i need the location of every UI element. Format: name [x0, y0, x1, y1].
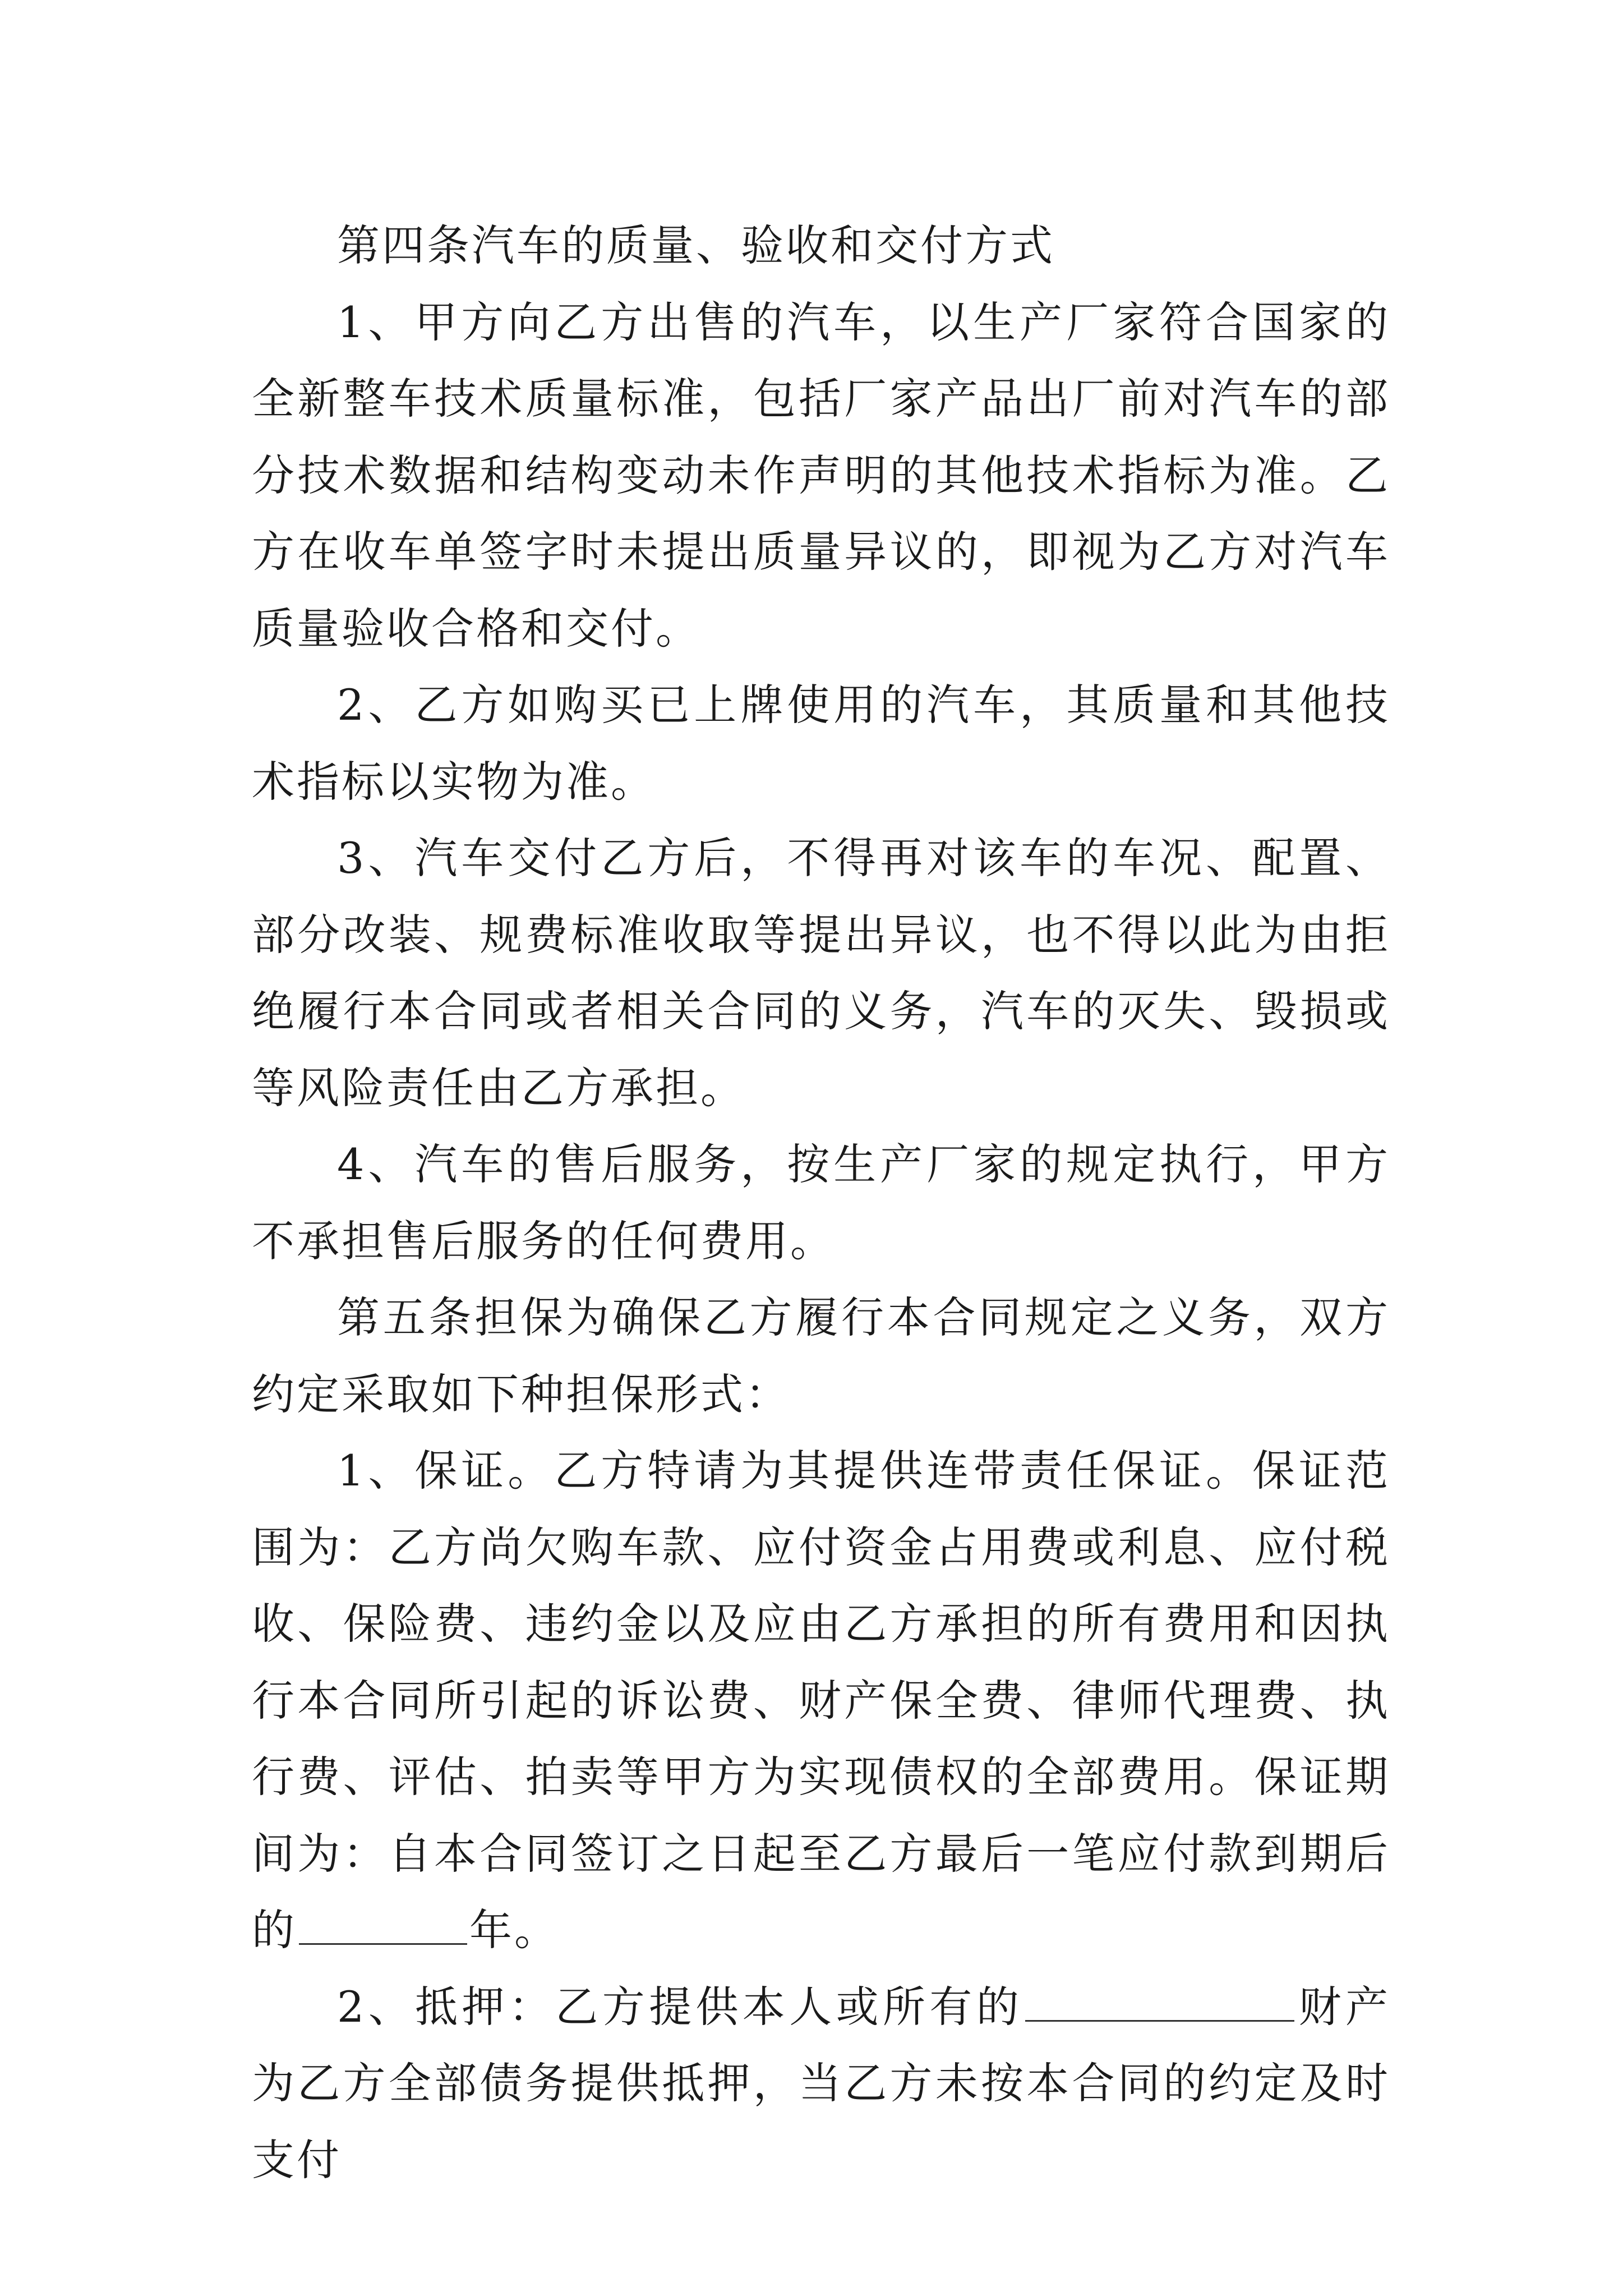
article-5-heading: 第五条担保为确保乙方履行本合同规定之义务，双方约定采取如下种担保形式： — [252, 1292, 1390, 1419]
article-4-clause-3: 3、汽车交付乙方后，不得再对该车的车况、配置、部分改装、规费标准收取等提出异议，也不得以此为由拒绝履行本合同或者相关合同的义务，汽车的灭失、毁损或等风险责任由乙方承担。 — [252, 833, 1390, 1113]
article-4-clause-1: 1、甲方向乙方出售的汽车，以生产厂家符合国家的全新整车技术质量标准，包括厂家产品出厂前对汽车的部分技术数据和结构变动未作声明的其他技术指标为准。乙方在收车单签字时未提出质量异议的，即视为乙方对汽车质量验收合格和交付。 — [252, 297, 1390, 654]
article-4-heading: 第四条汽车的质量、验收和交付方式 — [337, 220, 1055, 270]
guarantee-period-blank — [299, 1901, 467, 1945]
article-5-clause-2-suffix: 财产为乙方全部债务提供抵押，当乙方未按本合同的约定及时支付 — [252, 1981, 1390, 2185]
article-5-clause-1-suffix: 年。 — [469, 1905, 559, 1955]
article-4-clause-4: 4、汽车的售后服务，按生产厂家的规定执行，甲方不承担售后服务的任何费用。 — [252, 1139, 1390, 1266]
article-5-clause-1 — [252, 1433, 1390, 1969]
mortgage-property-blank — [1025, 1977, 1294, 2022]
document-body — [252, 208, 1390, 2198]
article-5-clause-2 — [252, 1969, 1390, 2199]
article-5-clause-1-text: 1、保证。乙方特请为其提供连带责任保证。保证范围为：乙方尚欠购车款、应付资金占用费或利息、应付税收、保险费、违约金以及应由乙方承担的所有费用和因执行本合同所引起的诉讼费、财产保全费、律师代理费、执行费、评估、拍卖等甲方为实现债权的全部费用。保证期间为：自本合同签订之日起至乙方最后一笔应付款到期后的 — [252, 1446, 1390, 1955]
article-5-clause-2-text: 2、抵押：乙方提供本人或所有的 — [337, 1981, 1023, 2032]
article-4-clause-2: 2、乙方如购买已上牌使用的汽车，其质量和其他技术指标以实物为准。 — [252, 680, 1390, 807]
